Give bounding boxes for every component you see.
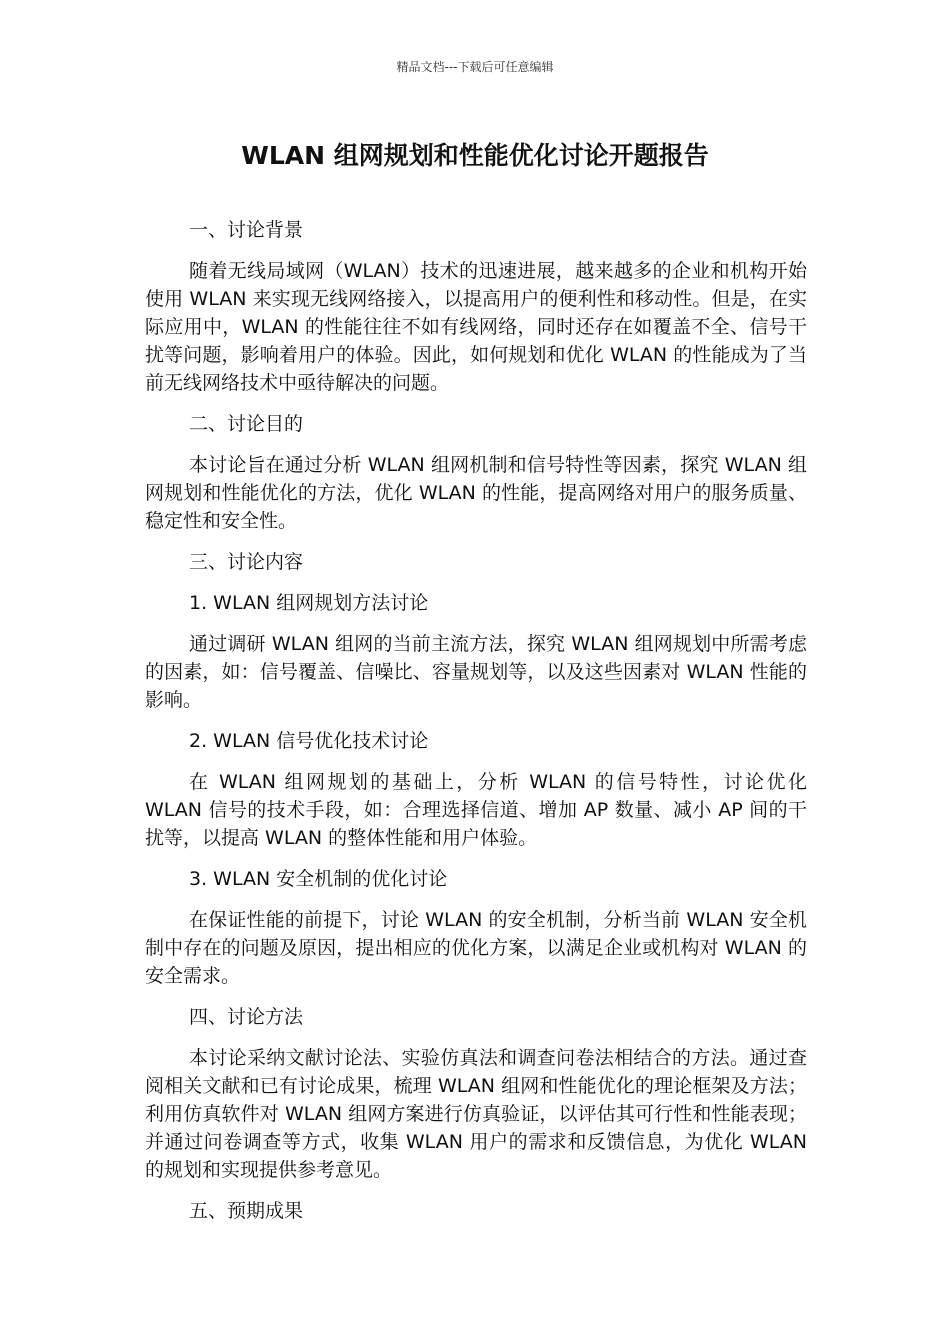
section-heading-background: 一、讨论背景 [189, 219, 304, 241]
section-heading-methods: 四、讨论方法 [189, 1006, 304, 1028]
subheading-security-optimization: 3. WLAN 安全机制的优化讨论 [189, 868, 448, 890]
paragraph-background: 随着无线局域网（WLAN）技术的迅速进展，越来越多的企业和机构开始使用 WLAN 来实现无线网络接入，以提高用户的便利性和移动性。但是，在实际应用中，WLAN 的性能往往不如有线网络，同时还存在如覆盖不全、信号干扰等问题，影响着用户的体验。因此，如何规划和优化 WLAN 的性能成为了当前无线网络技术中亟待解决的问题。 [145, 260, 807, 394]
subheading-signal-optimization: 2. WLAN 信号优化技术讨论 [189, 730, 429, 752]
paragraph-methods: 本讨论采纳文献讨论法、实验仿真法和调查问卷法相结合的方法。通过查阅相关文献和已有讨论成果，梳理 WLAN 组网和性能优化的理论框架及方法；利用仿真软件对 WLAN 组网方案进行仿真验证，以评估其可行性和性能表现；并通过问卷调查等方式，收集 WLAN 用户的需求和反馈信息，为优化 WLAN 的规划和实现提供参考意见。 [145, 1047, 807, 1181]
section-heading-purpose: 二、讨论目的 [189, 413, 304, 435]
subheading-planning-methods: 1. WLAN 组网规划方法讨论 [189, 592, 429, 614]
paragraph-purpose: 本讨论旨在通过分析 WLAN 组网机制和信号特性等因素，探究 WLAN 组网规划和性能优化的方法，优化 WLAN 的性能，提高网络对用户的服务质量、稳定性和安全性。 [145, 454, 807, 532]
section-heading-expected-results: 五、预期成果 [189, 1200, 304, 1222]
document-body [145, 216, 807, 1238]
paragraph-security-optimization: 在保证性能的前提下，讨论 WLAN 的安全机制，分析当前 WLAN 安全机制中存在的问题及原因，提出相应的优化方案，以满足企业或机构对 WLAN 的安全需求。 [145, 909, 807, 987]
paragraph-signal-optimization: 在 WLAN 组网规划的基础上，分析 WLAN 的信号特性，讨论优化 WLAN 信号的技术手段，如：合理选择信道、增加 AP 数量、减小 AP 间的干扰等，以提高 WLAN 的整体性能和用户体验。 [145, 771, 807, 849]
paragraph-planning-methods: 通过调研 WLAN 组网的当前主流方法，探究 WLAN 组网规划中所需考虑的因素，如：信号覆盖、信噪比、容量规划等，以及这些因素对 WLAN 性能的影响。 [145, 633, 807, 711]
section-heading-content: 三、讨论内容 [189, 551, 304, 573]
document-title: WLAN 组网规划和性能优化讨论开题报告 [241, 141, 709, 170]
header-watermark: 精品文档---下载后可任意编辑 [396, 60, 554, 74]
